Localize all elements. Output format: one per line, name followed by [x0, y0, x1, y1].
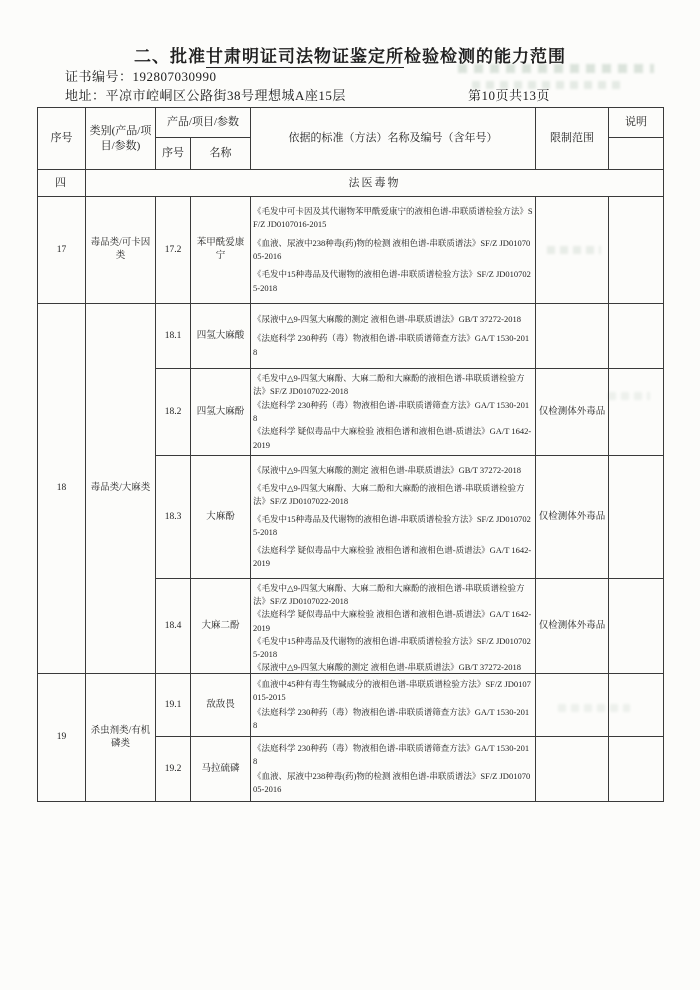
standard-entry: 《毛发中可卡因及其代谢物苯甲酰爱康宁的液相色谱-串联质谱检验方法》SF/Z JD0107016-2015	[253, 206, 533, 230]
standards-cell	[251, 304, 536, 369]
item-name: 大麻二酚	[191, 579, 251, 674]
note-cell	[609, 197, 664, 304]
note-cell	[609, 369, 664, 456]
table-row	[38, 674, 664, 737]
restriction-cell: 仅检测体外毒品	[536, 579, 609, 674]
table-row	[38, 197, 664, 304]
item-no: 19.2	[156, 737, 191, 802]
standard-entry: 《法庭科学 230种药（毒）物液相色谱-串联质谱筛查方法》GA/T 1530-2018	[253, 706, 530, 730]
header-restriction: 限制范围	[536, 108, 609, 170]
group-category: 毒品类/可卡因类	[86, 197, 156, 304]
restriction-cell: 仅检测体外毒品	[536, 369, 609, 456]
section-no: 四	[38, 170, 86, 197]
item-name: 敌敌畏	[191, 674, 251, 737]
item-name: 大麻酚	[191, 456, 251, 579]
standard-entry: 《血液、尿液中238种毒(药)物的检测 液相色谱-串联质谱法》SF/Z JD0107005-2016	[253, 237, 531, 261]
standard-entry: 《法庭科学 230种药（毒）物液相色谱-串联质谱筛查方法》GA/T 1530-2018	[253, 399, 530, 423]
header-standard: 依据的标准（方法）名称及编号（含年号）	[251, 108, 536, 170]
item-no: 19.1	[156, 674, 191, 737]
group-category: 杀虫剂类/有机磷类	[86, 674, 156, 802]
note-cell	[609, 674, 664, 737]
certificate-number-line: 证书编号：192807030990	[65, 69, 217, 84]
standards-cell	[251, 456, 536, 579]
header-seq: 序号	[38, 108, 86, 170]
standard-entry: 《法庭科学 疑似毒品中大麻检验 液相色谱和液相色谱-质谱法》GA/T 1642-2019	[253, 544, 532, 569]
title-suffix: 检验检测的能力范围	[404, 47, 566, 66]
standard-entry: 《血液、尿液中238种毒(药)物的检测 液相色谱-串联质谱法》SF/Z JD0107005-2016	[253, 770, 531, 795]
note-cell	[609, 737, 664, 802]
group-seq: 17	[38, 197, 86, 304]
address-line: 地址：平凉市崆峒区公路街38号理想城A座15层	[65, 88, 346, 103]
standard-entry: 《毛发中△9-四氢大麻酚、大麻二酚和大麻酚的液相色谱-串联质谱检验方法》SF/Z JD0107022-2018	[253, 482, 525, 506]
standard-entry: 《毛发中15种毒品及代谢物的液相色谱-串联质谱检验方法》SF/Z JD0107025-2018	[253, 635, 531, 659]
standards-cell	[251, 579, 536, 674]
note-cell	[609, 579, 664, 674]
group-category: 毒品类/大麻类	[86, 304, 156, 674]
restriction-cell	[536, 737, 609, 802]
item-name: 苯甲酰爱康宁	[191, 197, 251, 304]
page-number: 第10页共13页	[468, 88, 551, 103]
header-product-seq: 序号	[156, 138, 191, 170]
title-prefix: 二、批准	[134, 47, 206, 66]
section-title: 法医毒物	[86, 170, 664, 197]
standard-entry: 《毛发中15种毒品及代谢物的液相色谱-串联质谱检验方法》SF/Z JD0107025-2018	[253, 269, 531, 293]
item-name: 四氢大麻酸	[191, 304, 251, 369]
table-row	[38, 304, 664, 369]
item-no: 18.3	[156, 456, 191, 579]
note-cell	[609, 456, 664, 579]
restriction-cell	[536, 304, 609, 369]
standard-entry: 《法庭科学 230种药（毒）物液相色谱-串联质谱筛查方法》GA/T 1530-2018	[253, 742, 530, 766]
standard-entry: 《尿液中△9-四氢大麻酸的测定 液相色谱-串联质谱法》GB/T 37272-2018	[253, 314, 521, 325]
table-header-row-1	[38, 108, 664, 138]
section-row	[38, 170, 664, 197]
standard-entry: 《尿液中△9-四氢大麻酸的测定 液相色谱-串联质谱法》GB/T 37272-2018	[253, 662, 521, 673]
header-note: 说明	[609, 108, 664, 138]
header-product-name: 名称	[191, 138, 251, 170]
title-institute-underlined: 甘肃明证司法物证鉴定所	[206, 47, 404, 66]
header-category: 类别(产品/项目/参数)	[86, 108, 156, 170]
group-seq: 18	[38, 304, 86, 674]
item-no: 18.4	[156, 579, 191, 674]
page-title	[0, 42, 700, 67]
header-note-empty	[609, 138, 664, 170]
restriction-cell	[536, 674, 609, 737]
standards-cell	[251, 737, 536, 802]
restriction-cell: 仅检测体外毒品	[536, 456, 609, 579]
standard-entry: 《毛发中15种毒品及代谢物的液相色谱-串联质谱检验方法》SF/Z JD0107025-2018	[253, 513, 531, 537]
item-no: 17.2	[156, 197, 191, 304]
item-name: 四氢大麻酚	[191, 369, 251, 456]
item-no: 18.1	[156, 304, 191, 369]
capability-scope-table	[37, 107, 664, 802]
standard-entry: 《尿液中△9-四氢大麻酸的测定 液相色谱-串联质谱法》GB/T 37272-2018	[253, 464, 521, 475]
standard-entry: 《法庭科学 疑似毒品中大麻检验 液相色谱和液相色谱-质谱法》GA/T 1642-2019	[253, 426, 532, 450]
standards-cell	[251, 197, 536, 304]
restriction-cell	[536, 197, 609, 304]
standard-entry: 《血液中45种有毒生物碱成分的液相色谱-串联质谱检验方法》SF/Z JD0107015-2015	[253, 679, 531, 703]
standard-entry: 《法庭科学 230种药（毒）物液相色谱-串联质谱筛查方法》GA/T 1530-2018	[253, 333, 530, 357]
item-name: 马拉硫磷	[191, 737, 251, 802]
item-no: 18.2	[156, 369, 191, 456]
header-product-group: 产品/项目/参数	[156, 108, 251, 138]
standard-entry: 《毛发中△9-四氢大麻酚、大麻二酚和大麻酚的液相色谱-串联质谱检验方法》SF/Z JD0107022-2018	[253, 373, 525, 397]
standards-cell	[251, 369, 536, 456]
standard-entry: 《法庭科学 疑似毒品中大麻检验 液相色谱和液相色谱-质谱法》GA/T 1642-2019	[253, 609, 532, 633]
standards-cell	[251, 674, 536, 737]
standard-entry: 《毛发中△9-四氢大麻酚、大麻二酚和大麻酚的液相色谱-串联质谱检验方法》SF/Z JD0107022-2018	[253, 583, 525, 607]
note-cell	[609, 304, 664, 369]
group-seq: 19	[38, 674, 86, 802]
